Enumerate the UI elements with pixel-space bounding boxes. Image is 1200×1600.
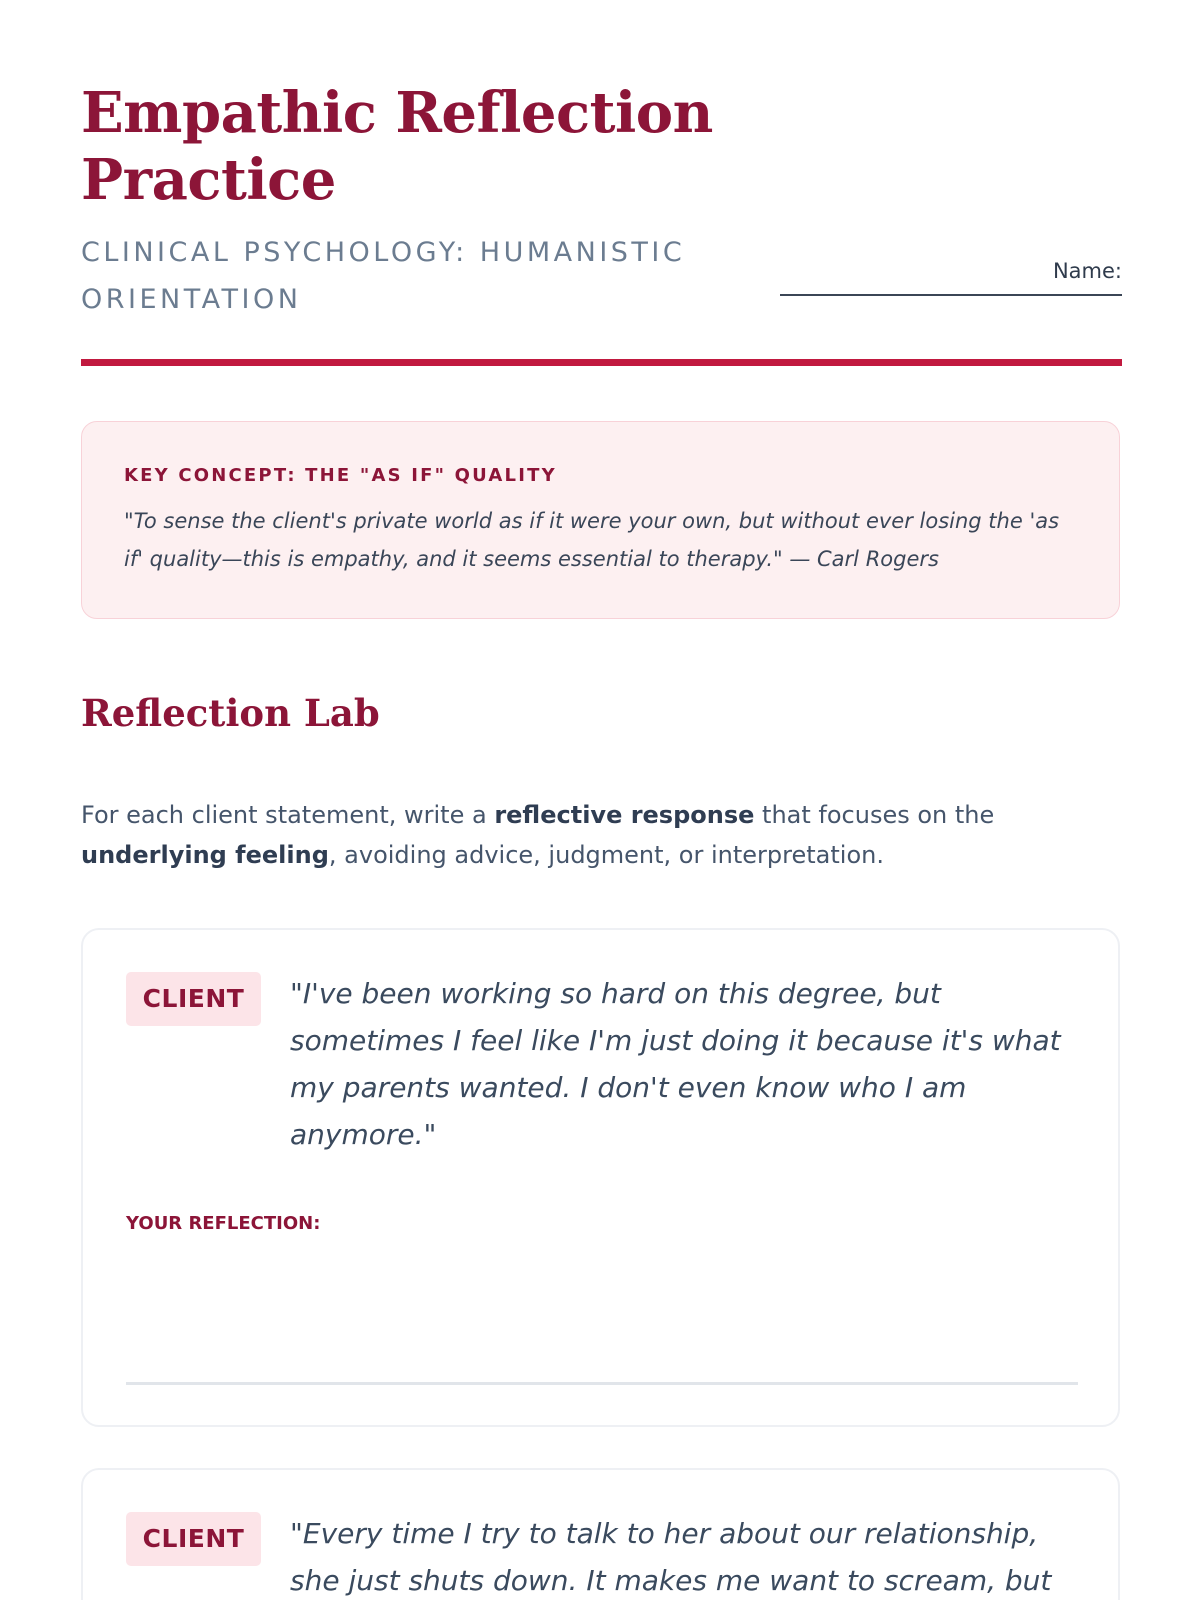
client-statement: "Every time I try to talk to her about our relationship, she just shuts down. It makes me want to scream, but bbox=[290, 1517, 1052, 1597]
instructions-text-1: For each client statement, write a bbox=[81, 801, 495, 829]
instructions-bold-reflective-response: reflective response bbox=[494, 801, 755, 829]
instructions bbox=[81, 795, 1091, 875]
header-divider bbox=[81, 359, 1122, 366]
reflection-answer-line[interactable] bbox=[126, 1382, 1078, 1385]
rogers-quote: "To sense the client's private world as if it were your own, but without ever losing the 'as if' quality—this is empathy, and it seems essential to therapy." — Carl Rogers bbox=[124, 509, 1060, 571]
page-title: Empathic Reflection Practice bbox=[81, 80, 713, 213]
key-concept-label: KEY CONCEPT: THE "AS IF" QUALITY bbox=[124, 465, 557, 486]
exercise-card bbox=[81, 1468, 1120, 1600]
name-label: Name: bbox=[1052, 259, 1122, 283]
key-concept-box bbox=[81, 421, 1120, 619]
course-subtitle: CLINICAL PSYCHOLOGY: HUMANISTIC ORIENTATION bbox=[81, 237, 686, 315]
exercise-card bbox=[81, 928, 1120, 1427]
worksheet-header bbox=[81, 0, 1122, 368]
client-badge: CLIENT bbox=[126, 1512, 261, 1566]
name-blank-line[interactable] bbox=[780, 294, 1122, 296]
reflection-label: YOUR REFLECTION: bbox=[126, 1213, 321, 1234]
section-title: Reflection Lab bbox=[81, 691, 380, 735]
instructions-text-2: that focuses on the bbox=[754, 801, 995, 829]
instructions-text-3: , avoiding advice, judgment, or interpretation. bbox=[328, 841, 884, 869]
worksheet-page bbox=[81, 0, 1122, 1597]
client-badge: CLIENT bbox=[126, 972, 261, 1026]
client-statement: "I've been working so hard on this degree, but sometimes I feel like I'm just doing it because it's what my parents wanted. I don't even know who I am anymore." bbox=[290, 977, 1061, 1151]
name-field[interactable] bbox=[762, 255, 1122, 296]
instructions-bold-underlying-feeling: underlying feeling bbox=[81, 841, 329, 869]
